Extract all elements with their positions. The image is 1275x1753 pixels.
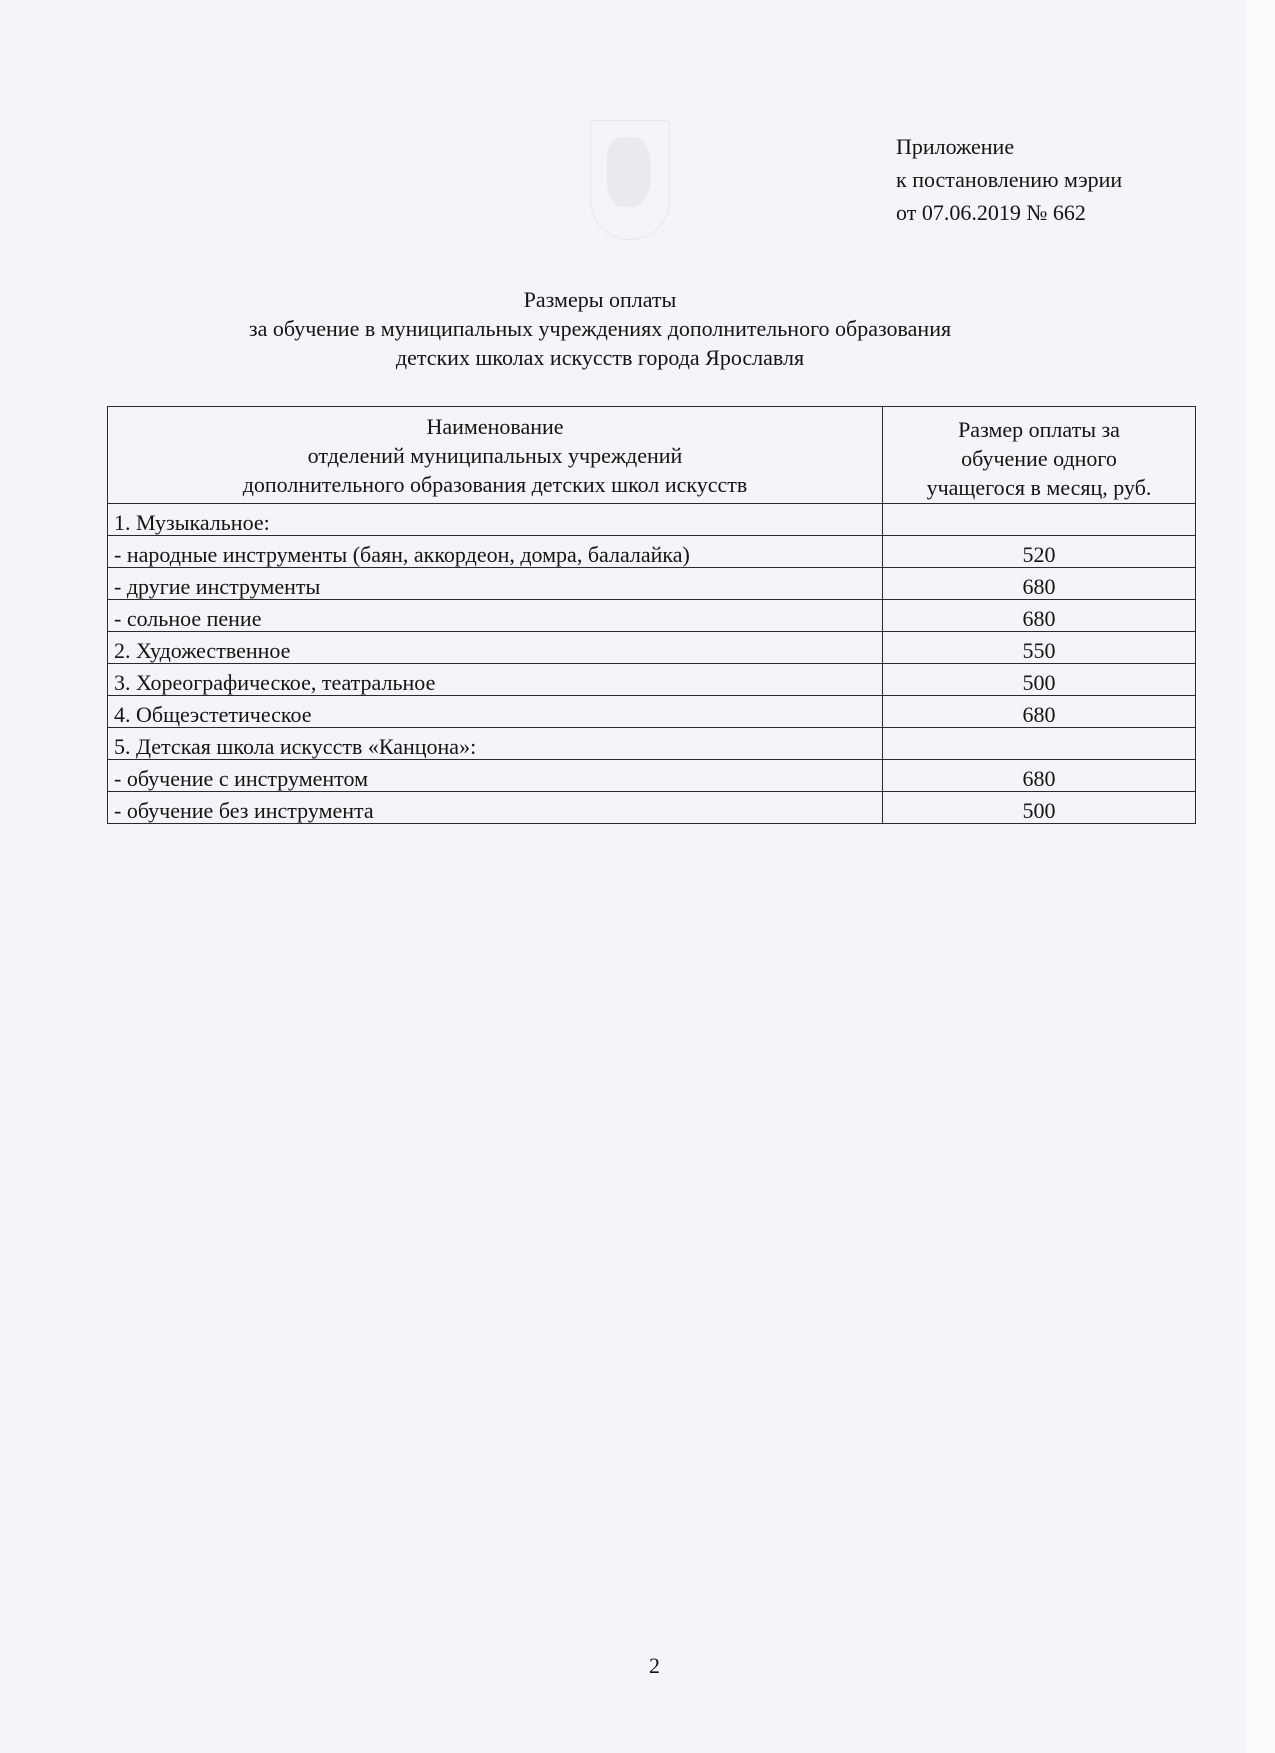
header-col2-line-3: учащегося в месяц, руб. <box>926 474 1152 500</box>
title-line-3: детских школах искусств города Ярославля <box>395 345 805 370</box>
header-col1-line-2: отделений муниципальных учреждений <box>307 442 683 468</box>
row-department-name: - народные инструменты (баян, аккордеон, домра, балалайка) <box>108 536 883 568</box>
annex-line-2: к постановлению мэрии <box>896 167 1123 192</box>
table-row <box>108 568 1196 600</box>
row-department-name: 1. Музыкальное: <box>108 504 883 536</box>
paper-edge <box>1247 0 1275 1753</box>
row-fee-value: 680 <box>883 568 1196 600</box>
header-fee-amount <box>883 407 1196 504</box>
fees-table <box>107 406 1196 824</box>
header-col1-line-3: дополнительного образования детских школ искусств <box>242 471 748 497</box>
row-fee-value: 680 <box>883 760 1196 792</box>
title-line-1: Размеры оплаты <box>523 287 677 312</box>
table-row <box>108 600 1196 632</box>
row-department-name: - сольное пение <box>108 600 883 632</box>
header-department-name <box>108 407 883 504</box>
row-fee-value: 520 <box>883 536 1196 568</box>
row-fee-value <box>883 728 1196 760</box>
row-department-name: 3. Хореографическое, театральное <box>108 664 883 696</box>
row-fee-value: 680 <box>883 696 1196 728</box>
header-col2-line-1: Размер оплаты за <box>958 416 1120 442</box>
page-number: 2 <box>649 1653 660 1678</box>
bear-emblem-icon <box>607 137 651 207</box>
header-col2-line-2: обучение одного <box>961 445 1117 471</box>
annex-header <box>896 130 1122 229</box>
row-department-name: - другие инструменты <box>108 568 883 600</box>
row-department-name: 5. Детская школа искусств «Канцона»: <box>108 728 883 760</box>
row-department-name: - обучение без инструмента <box>108 792 883 824</box>
document-title <box>100 285 1100 372</box>
title-line-2: за обучение в муниципальных учреждениях дополнительного образования <box>248 316 952 341</box>
table-row <box>108 536 1196 568</box>
coat-of-arms-emblem <box>590 120 670 240</box>
row-fee-value: 500 <box>883 664 1196 696</box>
row-fee-value: 680 <box>883 600 1196 632</box>
row-department-name: 2. Художественное <box>108 632 883 664</box>
table-row <box>108 632 1196 664</box>
header-col1-line-1: Наименование <box>426 413 564 439</box>
row-fee-value: 500 <box>883 792 1196 824</box>
row-department-name: 4. Общеэстетическое <box>108 696 883 728</box>
annex-line-3: от 07.06.2019 № 662 <box>896 200 1086 225</box>
row-fee-value: 550 <box>883 632 1196 664</box>
table-row <box>108 664 1196 696</box>
table-row <box>108 504 1196 536</box>
table-row <box>108 728 1196 760</box>
row-department-name: - обучение с инструментом <box>108 760 883 792</box>
row-fee-value <box>883 504 1196 536</box>
table-row <box>108 696 1196 728</box>
annex-line-1: Приложение <box>896 134 1015 159</box>
table-row <box>108 792 1196 824</box>
table-row <box>108 760 1196 792</box>
table-header-row <box>108 407 1196 504</box>
